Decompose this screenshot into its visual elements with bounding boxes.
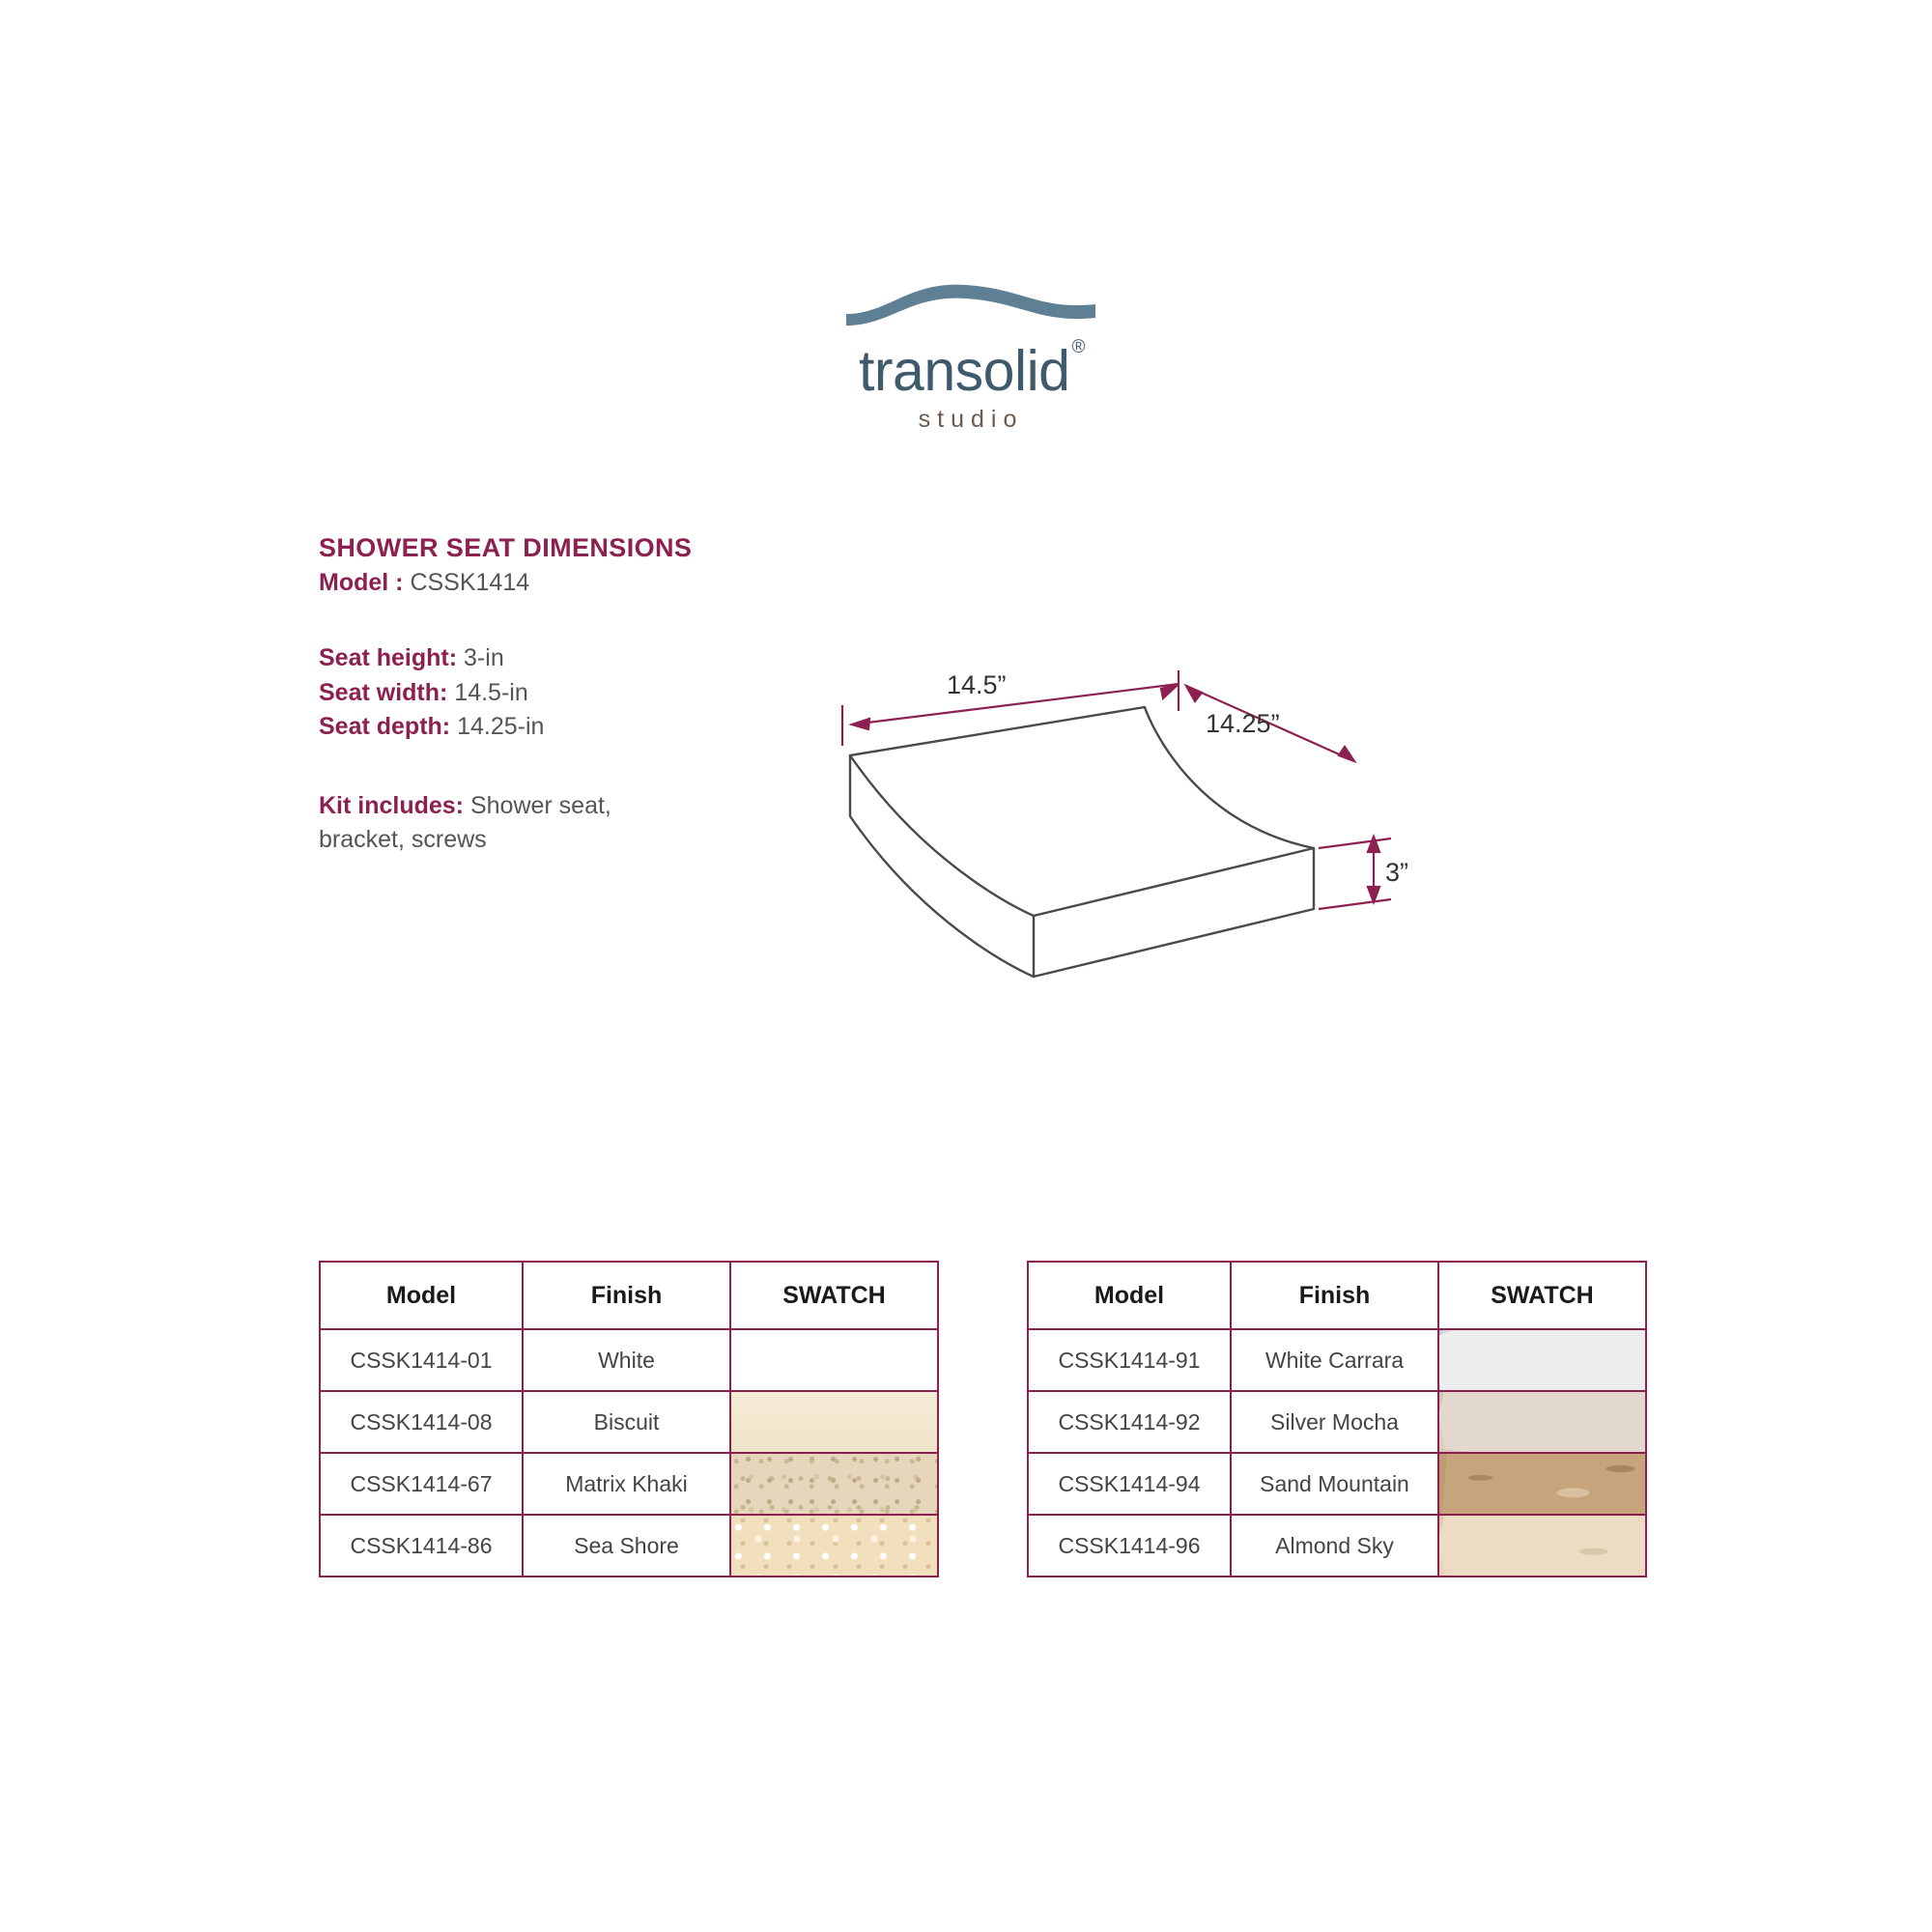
seat-height-label: Seat height: xyxy=(319,644,458,671)
finish-table-left xyxy=(319,1261,939,1577)
header-model: Model xyxy=(320,1262,523,1329)
cell-model: CSSK1414-92 xyxy=(1028,1391,1231,1453)
header-swatch: SWATCH xyxy=(730,1262,938,1329)
svg-text:3”: 3” xyxy=(1385,858,1409,887)
cell-model: CSSK1414-91 xyxy=(1028,1329,1231,1391)
kit-value-line2: bracket, screws xyxy=(319,826,487,853)
cell-finish: Biscuit xyxy=(523,1391,730,1453)
table-row xyxy=(320,1515,938,1577)
header-model: Model xyxy=(1028,1262,1231,1329)
swatch-silver-mocha xyxy=(1439,1392,1645,1452)
swatch-biscuit xyxy=(731,1392,937,1452)
cell-swatch xyxy=(730,1329,938,1391)
cell-model: CSSK1414-96 xyxy=(1028,1515,1231,1577)
cell-finish: Sand Mountain xyxy=(1231,1453,1438,1515)
logo-wordmark-text: transolid xyxy=(858,339,1070,403)
swatch-white-carrara xyxy=(1439,1330,1645,1390)
kit-label: Kit includes: xyxy=(319,791,465,819)
seat-depth-value: 14.25-in xyxy=(457,713,545,740)
header-swatch: SWATCH xyxy=(1438,1262,1646,1329)
product-drawing xyxy=(773,638,1468,1043)
swatch-sand-mountain xyxy=(1439,1454,1645,1514)
brand-logo xyxy=(826,275,1116,434)
wave-mark-icon xyxy=(840,275,1101,335)
cell-finish: Matrix Khaki xyxy=(523,1453,730,1515)
finish-table-right xyxy=(1027,1261,1647,1577)
cell-swatch xyxy=(1438,1391,1646,1453)
svg-text:14.25”: 14.25” xyxy=(1206,709,1280,738)
table-row xyxy=(1028,1515,1646,1577)
table-header-row xyxy=(320,1262,938,1329)
cell-finish: Almond Sky xyxy=(1231,1515,1438,1577)
cell-model: CSSK1414-86 xyxy=(320,1515,523,1577)
cell-swatch xyxy=(1438,1515,1646,1577)
kit-value-line1: Shower seat, xyxy=(469,791,611,819)
model-line xyxy=(319,569,860,597)
cell-finish: Silver Mocha xyxy=(1231,1391,1438,1453)
table-row xyxy=(320,1329,938,1391)
table-row xyxy=(320,1453,938,1515)
seat-depth-label: Seat depth: xyxy=(319,713,451,740)
cell-swatch xyxy=(730,1391,938,1453)
model-label: Model : xyxy=(319,569,404,596)
registered-mark: ® xyxy=(1071,337,1085,358)
table-row xyxy=(1028,1391,1646,1453)
seat-width-label: Seat width: xyxy=(319,678,448,706)
cell-swatch xyxy=(730,1515,938,1577)
swatch-white xyxy=(731,1330,937,1390)
table-row xyxy=(320,1391,938,1453)
cell-finish: White xyxy=(523,1329,730,1391)
header-finish: Finish xyxy=(523,1262,730,1329)
table-row xyxy=(1028,1453,1646,1515)
cell-finish: Sea Shore xyxy=(523,1515,730,1577)
seat-width-value: 14.5-in xyxy=(454,678,528,706)
logo-wordmark xyxy=(858,337,1085,403)
cell-finish: White Carrara xyxy=(1231,1329,1438,1391)
swatch-matrix-khaki xyxy=(731,1454,937,1514)
svg-text:14.5”: 14.5” xyxy=(947,670,1007,699)
table-row xyxy=(1028,1329,1646,1391)
table-header-row xyxy=(1028,1262,1646,1329)
cell-model: CSSK1414-94 xyxy=(1028,1453,1231,1515)
header-finish: Finish xyxy=(1231,1262,1438,1329)
cell-swatch xyxy=(730,1453,938,1515)
cell-swatch xyxy=(1438,1329,1646,1391)
model-value: CSSK1414 xyxy=(410,569,530,596)
cell-model: CSSK1414-67 xyxy=(320,1453,523,1515)
cell-model: CSSK1414-01 xyxy=(320,1329,523,1391)
page-title: SHOWER SEAT DIMENSIONS xyxy=(319,533,693,562)
swatch-almond-sky xyxy=(1439,1516,1645,1576)
cell-swatch xyxy=(1438,1453,1646,1515)
seat-height-value: 3-in xyxy=(464,644,504,671)
swatch-sea-shore xyxy=(731,1516,937,1576)
logo-subtext: studio xyxy=(918,406,1024,433)
cell-model: CSSK1414-08 xyxy=(320,1391,523,1453)
